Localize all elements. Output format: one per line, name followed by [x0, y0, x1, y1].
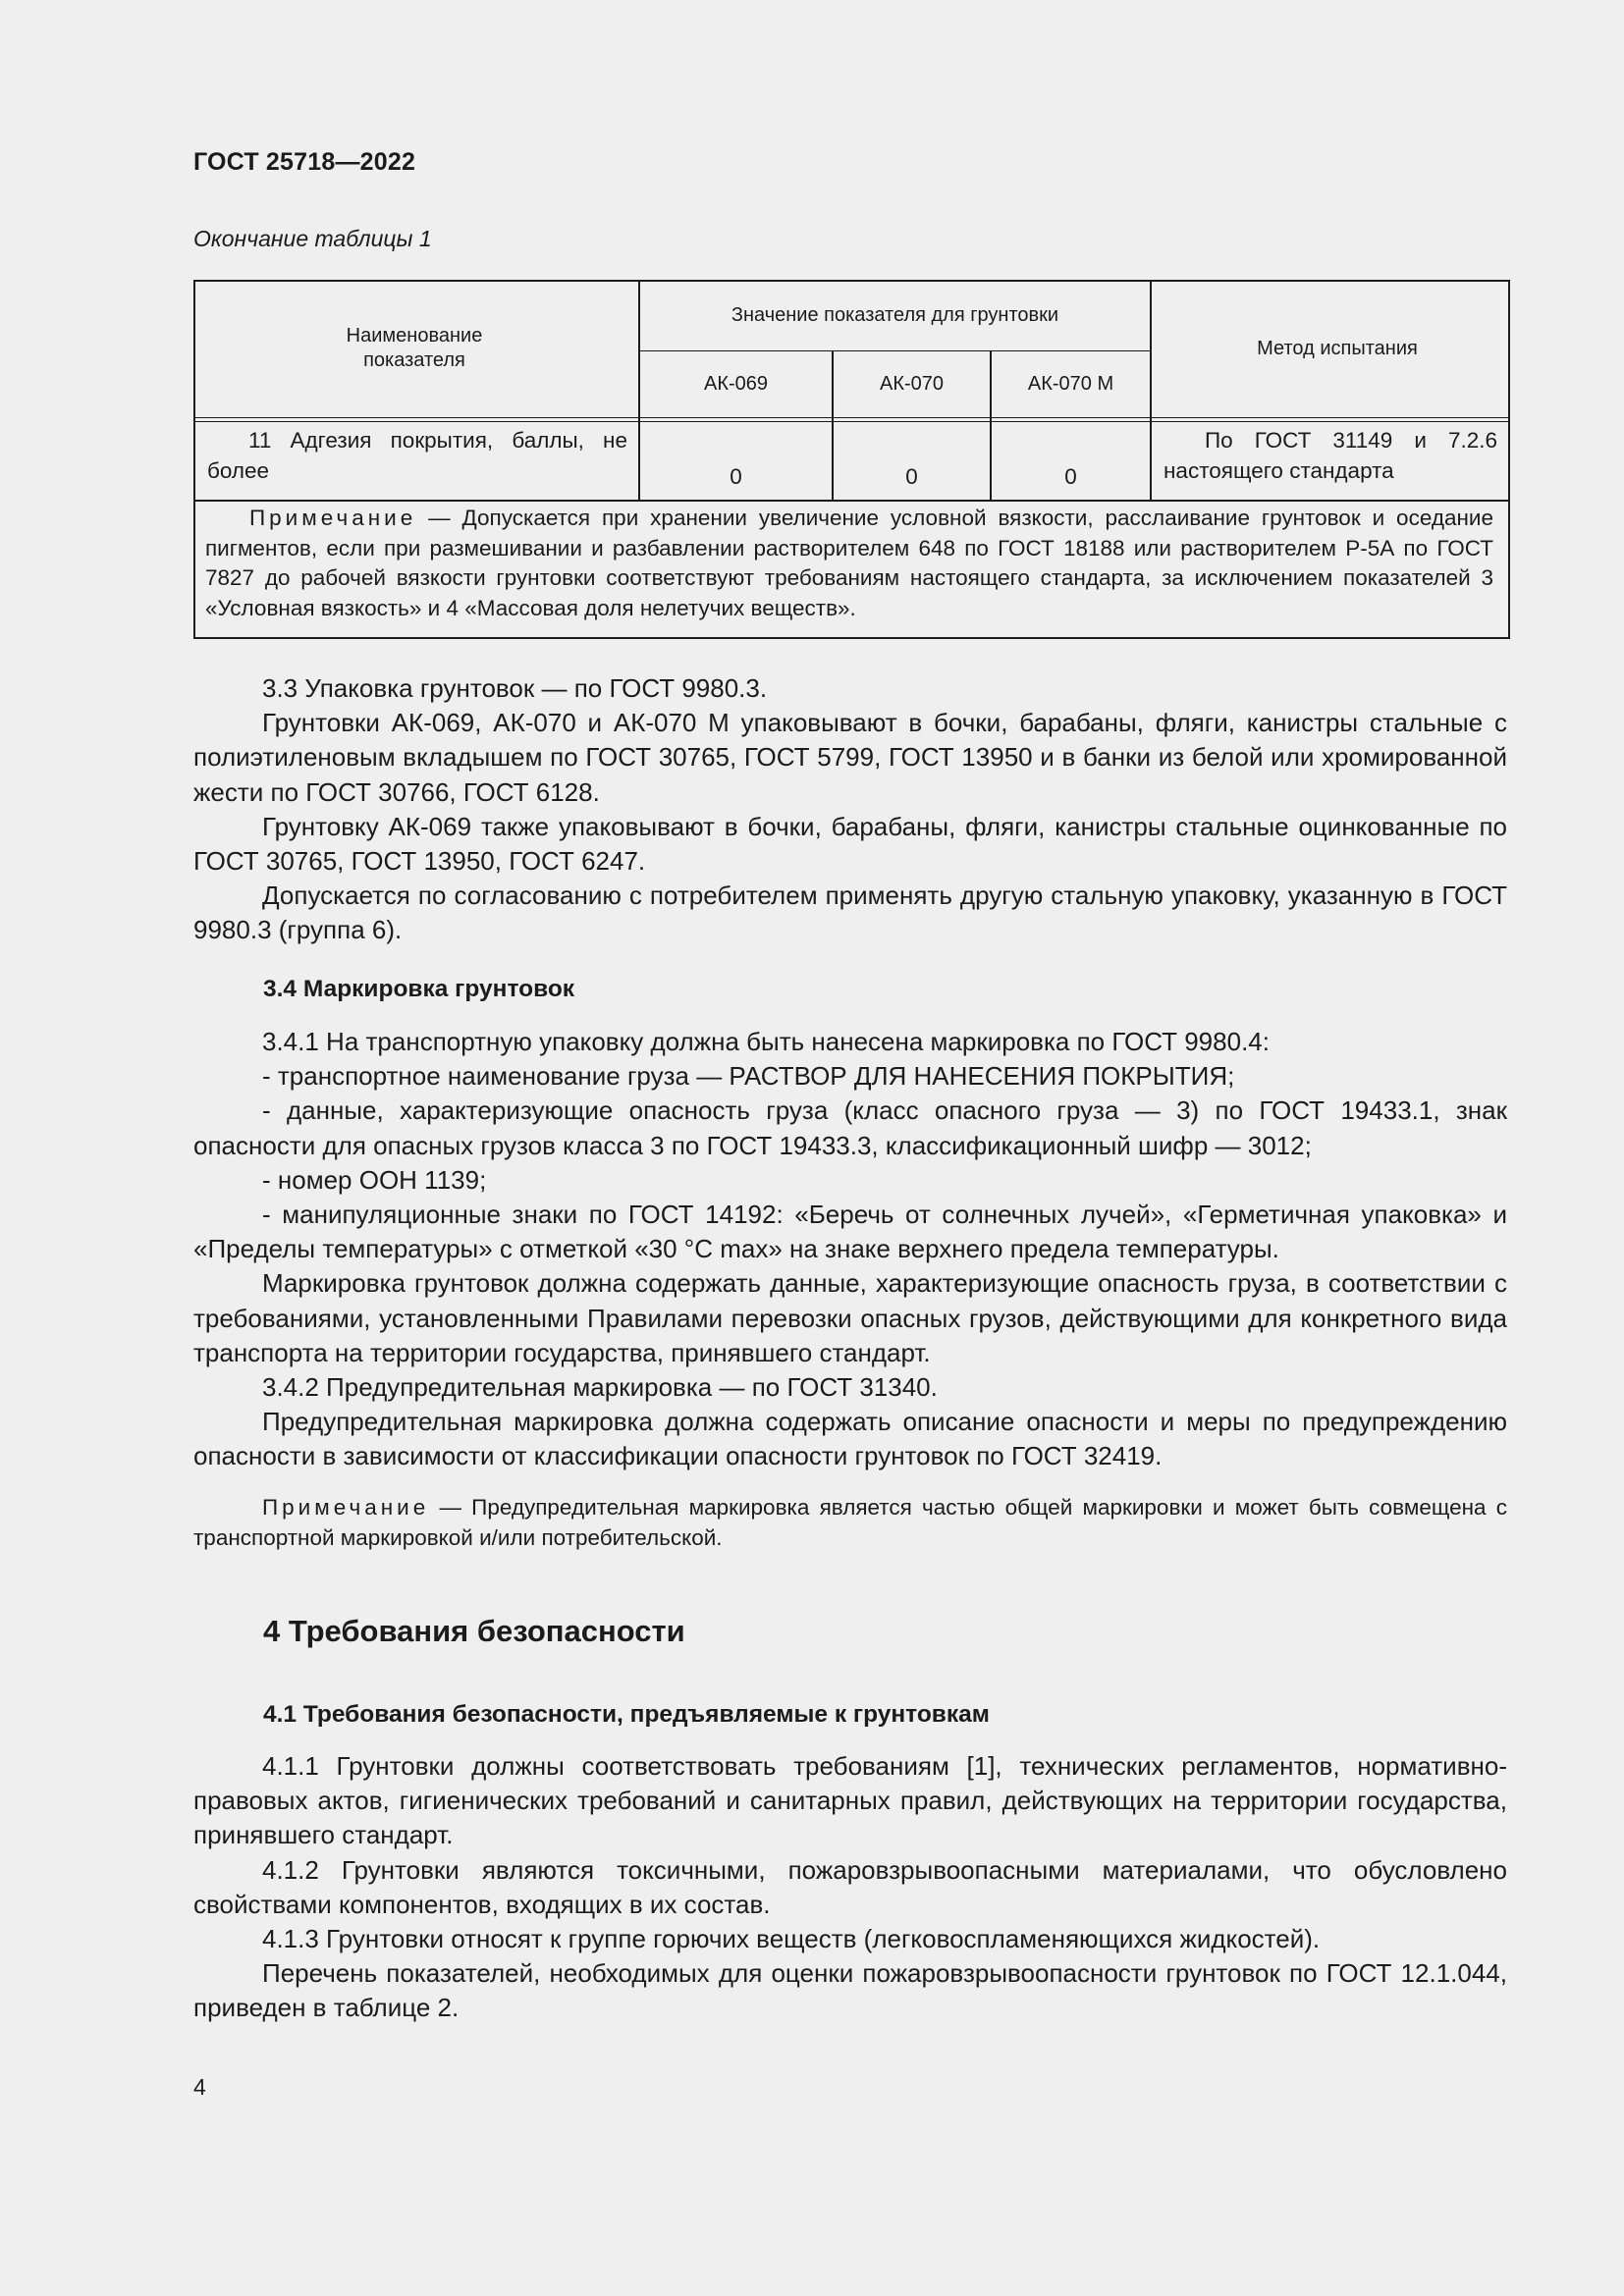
header-method: Метод испытания: [1257, 337, 1418, 359]
paragraph: Допускается по согласованию с потребителем применять другую стальную упаковку, указанную в ГОСТ 9980.3 (группа 6).: [193, 881, 1507, 945]
paragraph: Грунтовку АК-069 также упаковывают в бочки, барабаны, фляги, канистры стальные оцинкованные по ГОСТ 30765, ГОСТ 13950, ГОСТ 6247.: [193, 811, 1507, 877]
page-number: 4: [193, 2074, 206, 2100]
paragraph: 3.3 Упаковка грунтовок — по ГОСТ 9980.3.: [262, 673, 768, 703]
row-method: По ГОСТ 31149 и 7.2.6 настоящего стандарта: [1164, 428, 1497, 483]
table-caption: Окончание таблицы 1: [193, 226, 432, 251]
paragraph: - манипуляционные знаки по ГОСТ 14192: «Беречь от солнечных лучей», «Герметичная упаковка» и «Пределы температуры» с отметкой «30 °C max» на знаке верхнего предела температуры.: [193, 1200, 1507, 1264]
paragraph: Маркировка грунтовок должна содержать данные, характеризующие опасность груза, в соответствии с требованиями, установленными Правилами перевозки опасных грузов, действующими для конкретного вида транспорта на территории государства, принявшего стандарт.: [193, 1268, 1507, 1367]
paragraph: - номер ООН 1139;: [262, 1164, 487, 1195]
paragraph: 4.1.1 Грунтовки должны соответствовать требованиям [1], технических регламентов, нормативно-правовых актов, гигиенических требований и санитарных правил, действующих на территории государства, принявшего стандарт.: [193, 1751, 1507, 1850]
paragraph: Перечень показателей, необходимых для оценки пожаровзрывоопасности грунтовок по ГОСТ 12.1.044, приведен в таблице 2.: [193, 1958, 1507, 2023]
row-value-ak070m: 0: [1064, 463, 1077, 489]
row-name: 11 Адгезия покрытия, баллы, не более: [207, 428, 627, 483]
header-name: Наименование показателя: [346, 325, 483, 371]
note-text: — Предупредительная маркировка является частью общей маркировки и может быть совмещена с транспортной маркировкой и/или потребительской.: [193, 1495, 1507, 1550]
section-3-3: [193, 671, 1507, 948]
table-note-label: Примечание: [249, 506, 417, 530]
header-ak069: АК-069: [703, 373, 769, 395]
table-note-text: — Допускается при хранении увеличение условной вязкости, расслаивание грунтовок и оседание пигментов, если при размешивании и разбавлении растворителем 648 по ГОСТ 18188 или растворителем Р-5А по ГОСТ 7827 до рабочей вязкости грунтовки соответствуют требованиям настоящего стандарта, за исключением показателей 3 «Условная вязкость» и 4 «Массовая доля нелетучих веществ».: [205, 506, 1493, 620]
header-value-group: Значение показателя для грунтовки: [731, 303, 1059, 326]
section-4-1-title: 4.1 Требования безопасности, предъявляемые к грунтовкам: [263, 1701, 990, 1728]
paragraph: - данные, характеризующие опасность груза (класс опасного груза — 3) по ГОСТ 19433.1, знак опасности для опасных грузов класса 3 по ГОСТ 19433.3, классификационный шифр — 3012;: [193, 1095, 1507, 1160]
paragraph: 3.4.1 На транспортную упаковку должна быть нанесена маркировка по ГОСТ 9980.4:: [262, 1027, 1270, 1056]
paragraph: 3.4.2 Предупредительная маркировка — по ГОСТ 31340.: [262, 1372, 938, 1403]
section-3-4: [193, 1025, 1507, 1474]
paragraph: 4.1.2 Грунтовки являются токсичными, пожаровзрывоопасными материалами, что обусловлено свойствами компонентов, входящих в их состав.: [193, 1854, 1507, 1919]
header-ak070m: АК-070 М: [1027, 373, 1114, 395]
paragraph: - транспортное наименование груза — РАСТВОР ДЛЯ НАНЕСЕНИЯ ПОКРЫТИЯ;: [262, 1061, 1235, 1092]
header-ak070: АК-070: [879, 373, 945, 395]
row-value-ak070: 0: [905, 463, 918, 489]
paragraph: Предупредительная маркировка должна содержать описание опасности и меры по предупреждению опасности в зависимости от классификации опасности грунтовок по ГОСТ 32419.: [193, 1407, 1507, 1471]
section-4-1: [193, 1749, 1507, 2026]
row-value-ak069: 0: [730, 463, 742, 489]
section-3-4-title: 3.4 Маркировка грунтовок: [263, 976, 575, 1002]
indicator-table: [193, 280, 1510, 639]
table-note: [205, 504, 1493, 623]
note-label: Примечание: [262, 1495, 430, 1520]
paragraph: Грунтовки АК-069, АК-070 и АК-070 М упаковывают в бочки, барабаны, фляги, канистры стальные с полиэтиленовым вкладышем по ГОСТ 30765, ГОСТ 5799, ГОСТ 13950 и в банки из белой или хромированной жести по ГОСТ 30766, ГОСТ 6128.: [193, 708, 1507, 807]
section-4-title: 4 Требования безопасности: [263, 1614, 685, 1648]
section-3-4-note: [193, 1492, 1507, 1553]
document-code: ГОСТ 25718—2022: [193, 148, 416, 176]
paragraph: 4.1.3 Грунтовки относят к группе горючих веществ (легковоспламеняющихся жидкостей).: [262, 1924, 1321, 1954]
